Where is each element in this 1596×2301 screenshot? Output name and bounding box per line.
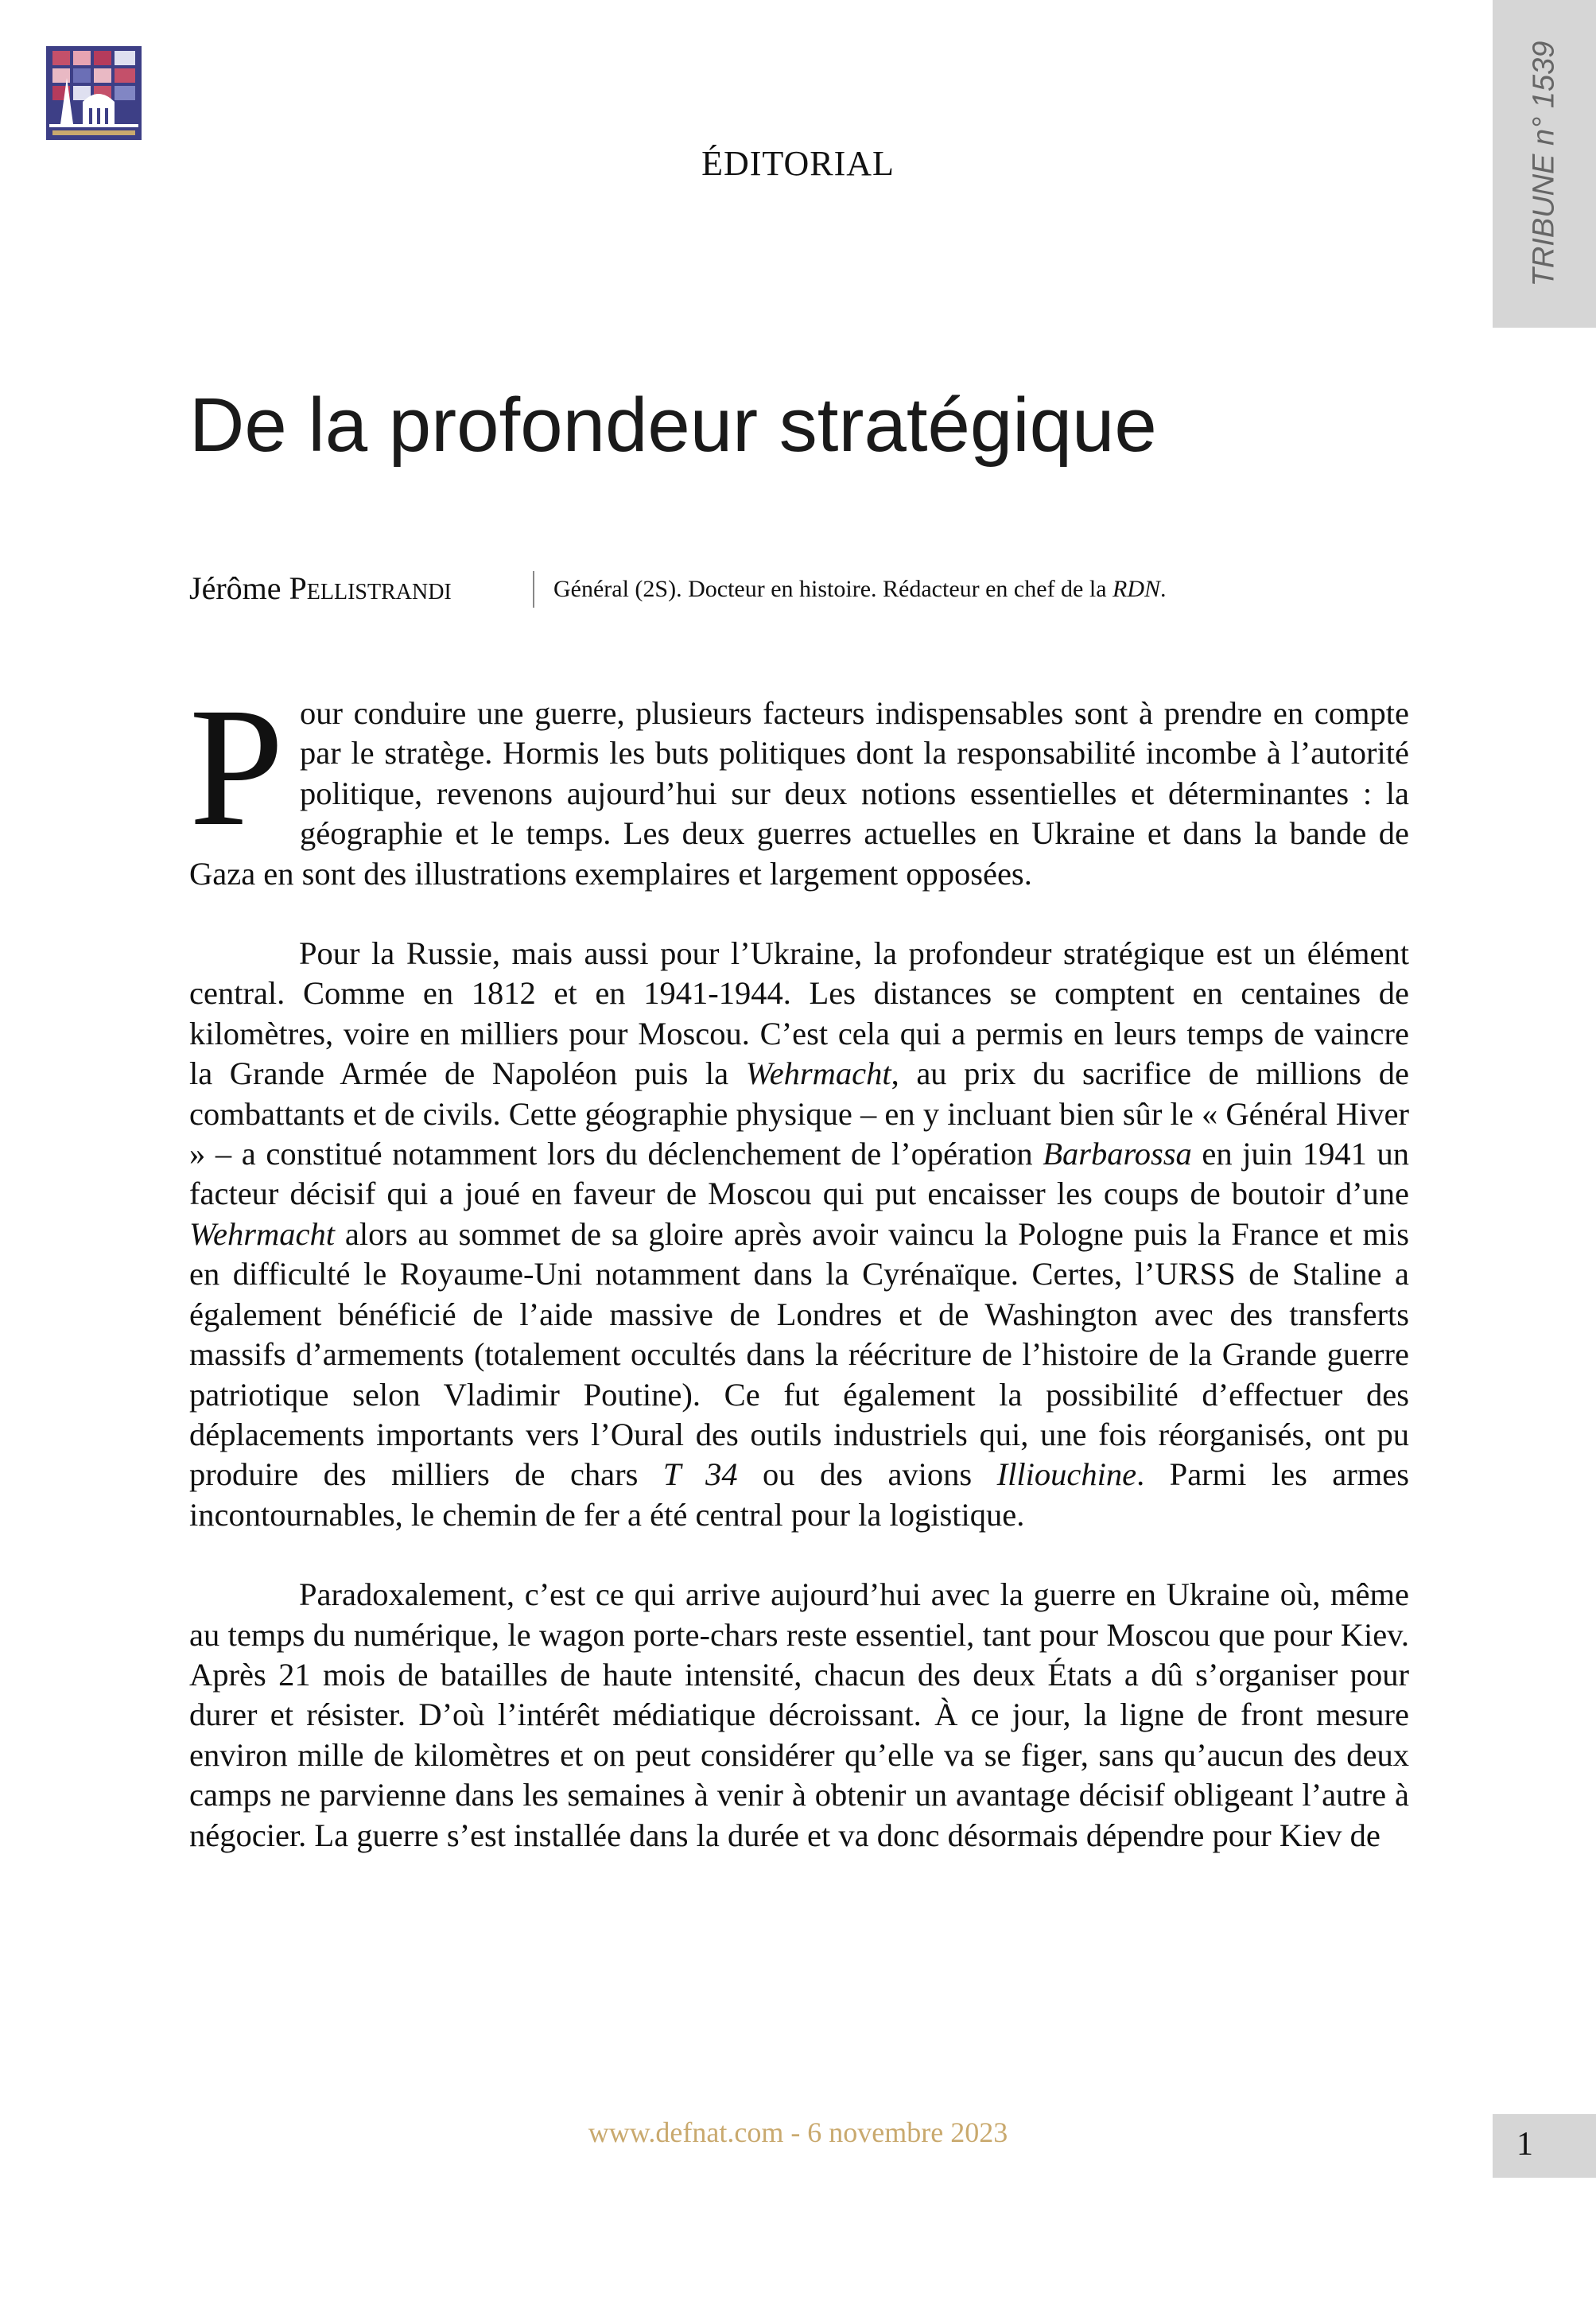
article-title: De la profondeur stratégique: [189, 383, 1157, 468]
paragraph-2-text: Pour la Russie, mais aussi pour l’Ukraine, la profondeur stratégique est un élément central. Comme en 1812 et en 1941-1944. Les distances se comptent en centaines de kilomètres, voire en milliers pour Moscou. C’est cela qui a permis en leurs temps de vaincre la Grande Armée de Napoléon puis la: [189, 935, 1409, 1092]
author-name: [189, 569, 452, 607]
paragraph-2: [189, 934, 1409, 1535]
paragraph-2-italic: Wehrmacht: [745, 1055, 891, 1092]
paragraph-2-text: alors au sommet de sa gloire après avoir vaincu la Pologne puis la France et mis en difficulté le Royaume-Uni notamment dans la Cyrénaïque. Certes, l’URSS de Staline a également bénéficié de l’aide massive de Londres et de Washington avec des transferts massifs d’armements (totalement occultés dans la réécriture de l’histoire de la Grande guerre patriotique selon Vladimir Poutine). Ce fut également la possibilité d’effectuer des déplacements importants vers l’Oural des outils industriels qui, une fois réorganisés, ont pu produire des milliers de chars: [189, 1215, 1409, 1493]
paragraph-2-italic: Wehrmacht: [189, 1215, 335, 1252]
paragraph-2-text: ou des avions: [737, 1456, 997, 1493]
author-first-name: Jérôme: [189, 570, 289, 606]
section-heading: ÉDITORIAL: [701, 144, 895, 183]
drop-cap: P: [189, 673, 285, 861]
paragraph-2-italic: Illiouchine: [996, 1456, 1137, 1493]
affiliation-end: .: [1160, 576, 1167, 602]
paragraph-3-text: Paradoxalement, c’est ce qui arrive aujourd’hui avec la guerre en Ukraine où, même au temps du numérique, le wagon porte-chars reste essentiel, tant pour Moscou que pour Kiev. Après 21 mois de batailles de haute intensité, chacun des deux États a dû s’organiser pour durer et résister. D’où l’intérêt médiatique décroissant. À ce jour, la ligne de front mesure environ mille de kilomètres et on peut considérer qu’elle va se figer, sans qu’aucun des deux camps ne parvienne dans les semaines à venir à obtenir un avantage décisif obligeant l’autre à négocier. La guerre s’est installée dans la durée et va donc désormais dépendre pour Kiev de: [189, 1576, 1409, 1853]
paragraph-2-italic: Barbarossa: [1043, 1136, 1192, 1172]
article-body: [189, 673, 1409, 1895]
paragraph-1: [189, 673, 1409, 894]
paragraph-2-text: . Parmi les armes incontournables, le chemin de fer a été central pour la logistique.: [189, 1456, 1409, 1533]
paragraph-3: [189, 1575, 1409, 1856]
author-affiliation: [553, 576, 1167, 603]
paragraph-1-text: our conduire une guerre, plusieurs facteurs indispensables sont à prendre en compte par le stratège. Hormis les buts politiques dont la responsabilité incombe à l’autorité politique, revenons aujourd’hui sur deux notions essentielles et déterminantes : la géographie et le temps. Les deux guerres actuelles en Ukraine et dans la bande de Gaza en sont des illustrations exemplaires et largement opposées.: [189, 695, 1409, 892]
author-last-name: Pellistrandi: [289, 570, 452, 606]
page-number-tab: [1493, 2114, 1596, 2178]
footer-link[interactable]: www.defnat.com - 6 novembre 2023: [588, 2116, 1008, 2148]
paragraph-2-text: , au prix du sacrifice de millions de combattants et de civils. Cette géographie physique – en y incluant bien sûr le « Général Hiver » – a constitué notamment lors du déclenchement de l’opération: [189, 1055, 1409, 1172]
issue-label: TRIBUNE n° 1539: [1527, 41, 1561, 287]
journal-name: RDN: [1113, 576, 1161, 602]
byline-divider: [533, 571, 534, 608]
affiliation-text: Général (2S). Docteur en histoire. Rédacteur en chef de la: [553, 576, 1113, 602]
logo-icon: [46, 46, 142, 140]
paragraph-2-text: en juin 1941 un facteur décisif qui a joué en faveur de Moscou qui put encaisser les coups de boutoir d’une: [189, 1136, 1409, 1212]
paragraph-2-italic: T 34: [662, 1456, 738, 1493]
page-number: 1: [1516, 2126, 1533, 2163]
